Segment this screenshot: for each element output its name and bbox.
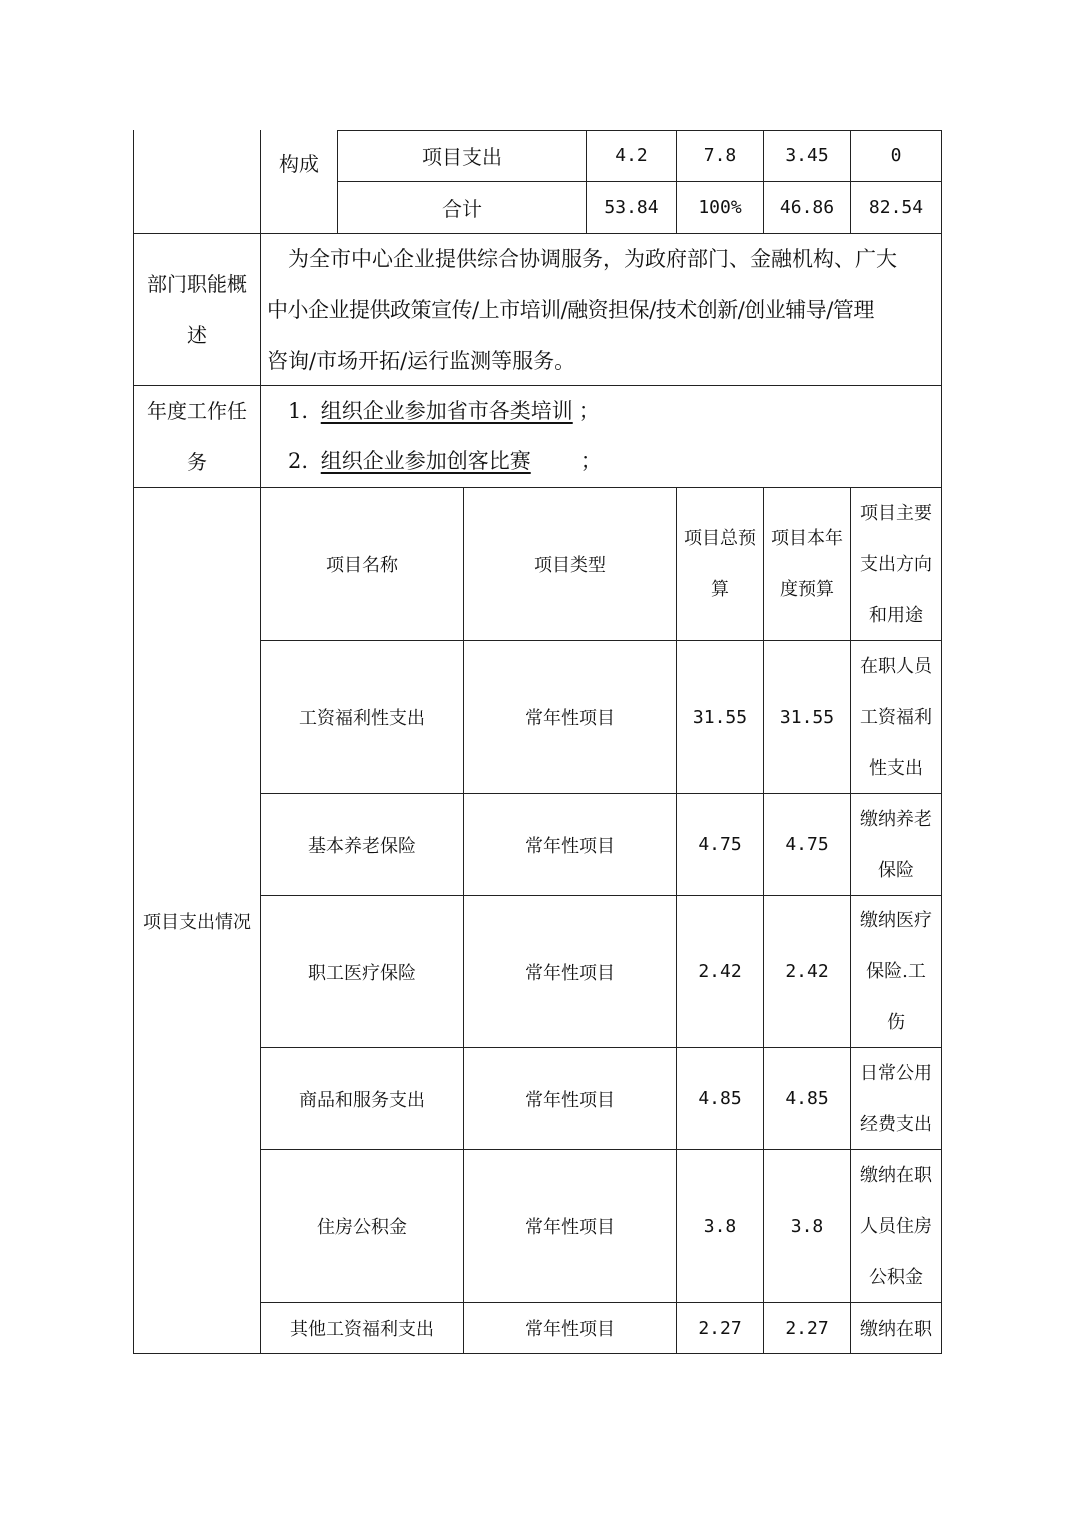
table-row-3-total: 2.42 (698, 961, 742, 982)
task-item-2-num: 2. (288, 449, 309, 473)
table-row-1-total: 31.55 (692, 706, 748, 728)
table-row-5-type: 常年性项目 (525, 1217, 615, 1238)
header-purpose-line1: 项目主要 (860, 502, 932, 524)
department-function-label (134, 234, 260, 385)
department-text-line1: 为全市中心企业提供综合协调服务，为政府部门、金融机构、广大 (288, 247, 897, 271)
department-label-line1: 部门职能概 (147, 271, 247, 296)
row-1-purpose-line1: 在职人员 (860, 655, 932, 677)
header-project-type: 项目类型 (534, 555, 606, 576)
header-annual-line1: 项目本年 (771, 528, 843, 549)
table-row-1-annual: 31.55 (779, 706, 835, 728)
table-row-2-type: 常年性项目 (525, 835, 615, 857)
row-project-expense-name: 项目支出 (422, 145, 502, 169)
header-annual-line2: 度预算 (780, 579, 834, 600)
task-item-2-text: 组织企业参加创客比赛 (320, 449, 531, 473)
table-row-2-name: 基本养老保险 (308, 835, 416, 857)
row-3-purpose-line2: 保险.工 (866, 961, 926, 982)
table-border-right (941, 130, 942, 1354)
row-2-purpose-line2: 保险 (878, 859, 914, 881)
row-total-v1: 53.84 (604, 197, 659, 218)
annual-tasks-label (134, 386, 260, 487)
row-1-purpose-line3: 性支出 (869, 757, 923, 779)
table-row-6-total: 2.27 (698, 1317, 742, 1339)
department-text-line3: 咨询/市场开拓/运行监测等服务。 (267, 349, 576, 373)
table-row-5-annual: 3.8 (790, 1215, 824, 1237)
table-row-6-annual: 2.27 (785, 1317, 829, 1339)
table-row-6-name: 其他工资福利支出 (290, 1319, 434, 1340)
table-row-5-name: 住房公积金 (317, 1217, 407, 1238)
row-4-purpose-line2: 经费支出 (860, 1113, 932, 1135)
department-text-line2: 中小企业提供政策宣传/上市培训/融资担保/技术创新/创业辅导/管理 (267, 298, 874, 322)
table-row-6-type: 常年性项目 (525, 1319, 615, 1340)
department-label-line2: 述 (187, 322, 207, 347)
task-item-1 (288, 386, 928, 436)
table-border-bottom (133, 1353, 942, 1354)
row-5-purpose-line3: 公积金 (869, 1266, 923, 1288)
header-total-line2: 算 (711, 579, 729, 600)
table-row-3-type: 常年性项目 (525, 962, 615, 984)
row-4-purpose-line1: 日常公用 (860, 1062, 932, 1084)
row-1-purpose-line2: 工资福利 (860, 706, 932, 728)
task-item-2 (288, 436, 928, 486)
table-row-5-purpose (851, 1150, 941, 1302)
table-row-1-type: 常年性项目 (525, 708, 615, 729)
row-total-v3: 46.86 (779, 197, 835, 218)
header-annual-budget (764, 488, 850, 640)
table-row-3-annual: 2.42 (785, 961, 829, 982)
department-function-text (267, 234, 939, 387)
table-row-1-name: 工资福利性支出 (299, 708, 425, 729)
row-2-purpose-line1: 缴纳养老 (860, 808, 932, 830)
budget-table (133, 130, 942, 1354)
table-row-4-total: 4.85 (698, 1088, 742, 1109)
row-3-purpose-line1: 缴纳医疗 (860, 910, 932, 931)
row-project-expense-v1: 4.2 (615, 145, 648, 166)
task-item-2-end: ； (580, 449, 602, 473)
row-total-v2: 100% (698, 197, 742, 218)
header-total-budget (677, 488, 763, 640)
row-5-purpose-line1: 缴纳在职 (860, 1164, 932, 1186)
task-item-1-end: ； (578, 399, 600, 423)
row-3-purpose-line3: 伤 (887, 1012, 905, 1033)
header-purpose-line2: 支出方向 (860, 553, 932, 575)
table-row-4-type: 常年性项目 (525, 1089, 615, 1111)
table-row-2-purpose (851, 794, 941, 895)
table-row-3-purpose (851, 896, 941, 1047)
row-project-expense-v2: 7.8 (703, 145, 737, 166)
project-expense-label: 项目支出情况 (143, 911, 251, 933)
table-row-3-name: 职工医疗保险 (308, 962, 416, 984)
header-total-line1: 项目总预 (684, 528, 756, 549)
table-row-6-purpose: 缴纳在职 (860, 1319, 932, 1340)
table-row-4-annual: 4.85 (785, 1088, 829, 1109)
task-item-1-text: 组织企业参加省市各类培训 (320, 399, 573, 423)
row-5-purpose-line2: 人员住房 (860, 1215, 932, 1237)
table-row-4-name: 商品和服务支出 (299, 1089, 425, 1111)
tasks-label-line1: 年度工作任 (147, 398, 247, 423)
table-row-1-purpose (851, 641, 941, 793)
table-row-4-purpose (851, 1048, 941, 1149)
header-project-name: 项目名称 (326, 555, 398, 576)
header-purpose-line3: 和用途 (869, 604, 923, 626)
tasks-label-line2: 务 (187, 449, 207, 474)
annual-tasks-list (288, 386, 928, 486)
table-row-2-annual: 4.75 (785, 834, 829, 855)
table-row-5-total: 3.8 (703, 1215, 737, 1237)
row-project-expense-v4: 0 (890, 145, 902, 166)
row-total-name: 合计 (442, 197, 482, 221)
header-main-purpose (851, 488, 941, 640)
task-item-1-num: 1. (288, 399, 309, 423)
table-row-2-total: 4.75 (698, 834, 742, 855)
row-total-v4: 82.54 (868, 197, 924, 218)
composition-label: 构成 (279, 151, 319, 176)
row-project-expense-v3: 3.45 (785, 145, 829, 166)
